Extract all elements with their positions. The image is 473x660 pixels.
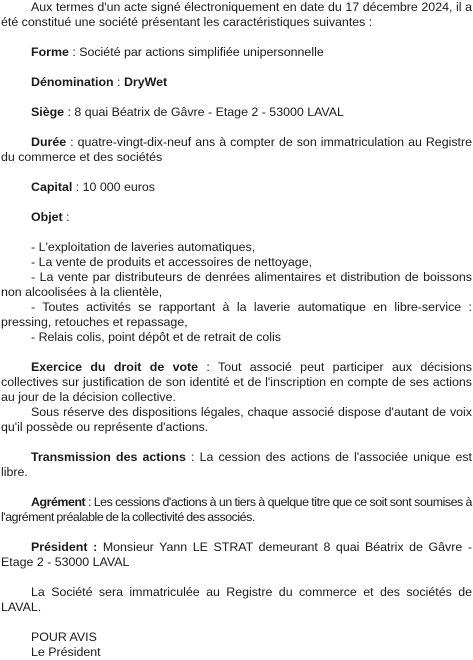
spacer: [1, 30, 472, 45]
vote-label: Exercice du droit de vote: [31, 360, 199, 374]
duree-sep: :: [66, 135, 78, 149]
signature-le-president: Le Président: [31, 645, 101, 659]
siege-label: Siège: [31, 105, 65, 119]
objet-list: [1, 240, 472, 345]
vote-extra-paragraph: Sous réserve des dispositions légales, chaque associé dispose d'autant de voix qu'il possède ou représente d'actions.: [1, 405, 472, 434]
duree-label: Durée: [31, 135, 67, 149]
siege-paragraph: [1, 105, 472, 120]
denomination-paragraph: [1, 75, 472, 90]
spacer: [1, 225, 472, 240]
spacer: [1, 165, 472, 180]
spacer: [1, 570, 472, 585]
list-item: - Toutes activités se rapportant à la laverie automatique en libre-service : pressing, retouches et repassage,: [1, 300, 472, 329]
spacer: [1, 120, 472, 135]
forme-sep: :: [68, 45, 80, 59]
spacer: [1, 90, 472, 105]
president-value: Monsieur Yann LE STRAT demeurant 8 quai Béatrix de Gâvre - Etage 2 - 53000 LAVAL: [1, 540, 472, 569]
spacer: [1, 480, 472, 495]
signature-pour-avis: POUR AVIS: [31, 630, 97, 644]
agrement-value: Les cessions d'actions à un tiers à quelque titre que ce soit sont soumises à l'agrément préalable de la collectivité des associés.: [1, 495, 472, 524]
objet-sep: :: [62, 210, 70, 224]
transmission-paragraph: [1, 450, 472, 480]
list-item: - La vente par distributeurs de denrées alimentaires et distribution de boissons non alcoolisées à la clientèle,: [1, 270, 472, 299]
transmission-sep: :: [185, 450, 200, 464]
denomination-sep: :: [113, 75, 124, 89]
spacer: [1, 60, 472, 75]
transmission-label: Transmission des actions: [31, 450, 186, 464]
list-item: - L'exploitation de laveries automatiques,: [31, 240, 256, 254]
closing-paragraph: La Société sera immatriculée au Registre du commerce et des sociétés de LAVAL.: [1, 585, 472, 614]
spacer: [1, 615, 472, 630]
agrement-sep: :: [85, 495, 94, 509]
president-paragraph: [1, 540, 472, 570]
capital-sep: :: [72, 180, 83, 194]
objet-paragraph: [1, 210, 472, 225]
forme-value: Société par actions simplifiée unipersonnelle: [79, 45, 324, 59]
duree-value: quatre-vingt-dix-neuf ans à compter de son immatriculation au Registre du commerce et des sociétés: [1, 135, 472, 164]
vote-sep: :: [198, 360, 219, 374]
list-item: - Relais colis, point dépôt et de retrait de colis: [31, 330, 282, 344]
agrement-paragraph: [1, 495, 472, 525]
intro-paragraph: Aux termes d'un acte signé électroniquement en date du 17 décembre 2024, il a été constitué une société présentant les caractéristiques suivantes :: [1, 0, 472, 29]
vote-value: Tout associé peut participer aux décisions collectives sur justification de son identité et de l'inscription en compte de ses actions au jour de la décision collective.: [1, 360, 472, 404]
denomination-value: DryWet: [123, 75, 168, 89]
vote-paragraph: [1, 360, 472, 405]
spacer: [1, 345, 472, 360]
list-item: - La vente de produits et accessoires de nettoyage,: [31, 255, 313, 269]
capital-paragraph: [1, 180, 472, 195]
siege-sep: :: [64, 105, 75, 119]
objet-label: Objet: [31, 210, 63, 224]
duree-paragraph: [1, 135, 472, 165]
forme-paragraph: [1, 45, 472, 60]
capital-value: 10 000 euros: [82, 180, 155, 194]
forme-label: Forme: [31, 45, 69, 59]
spacer: [1, 525, 472, 540]
capital-label: Capital: [31, 180, 73, 194]
denomination-label: Dénomination: [31, 75, 114, 89]
spacer: [1, 195, 472, 210]
president-label: Président :: [31, 540, 98, 554]
spacer: [1, 435, 472, 450]
siege-value: 8 quai Béatrix de Gâvre - Etage 2 - 53000 LAVAL: [74, 105, 344, 119]
transmission-value: La cession des actions de l'associée unique est libre.: [1, 450, 473, 479]
agrement-label: Agrément: [31, 495, 86, 509]
